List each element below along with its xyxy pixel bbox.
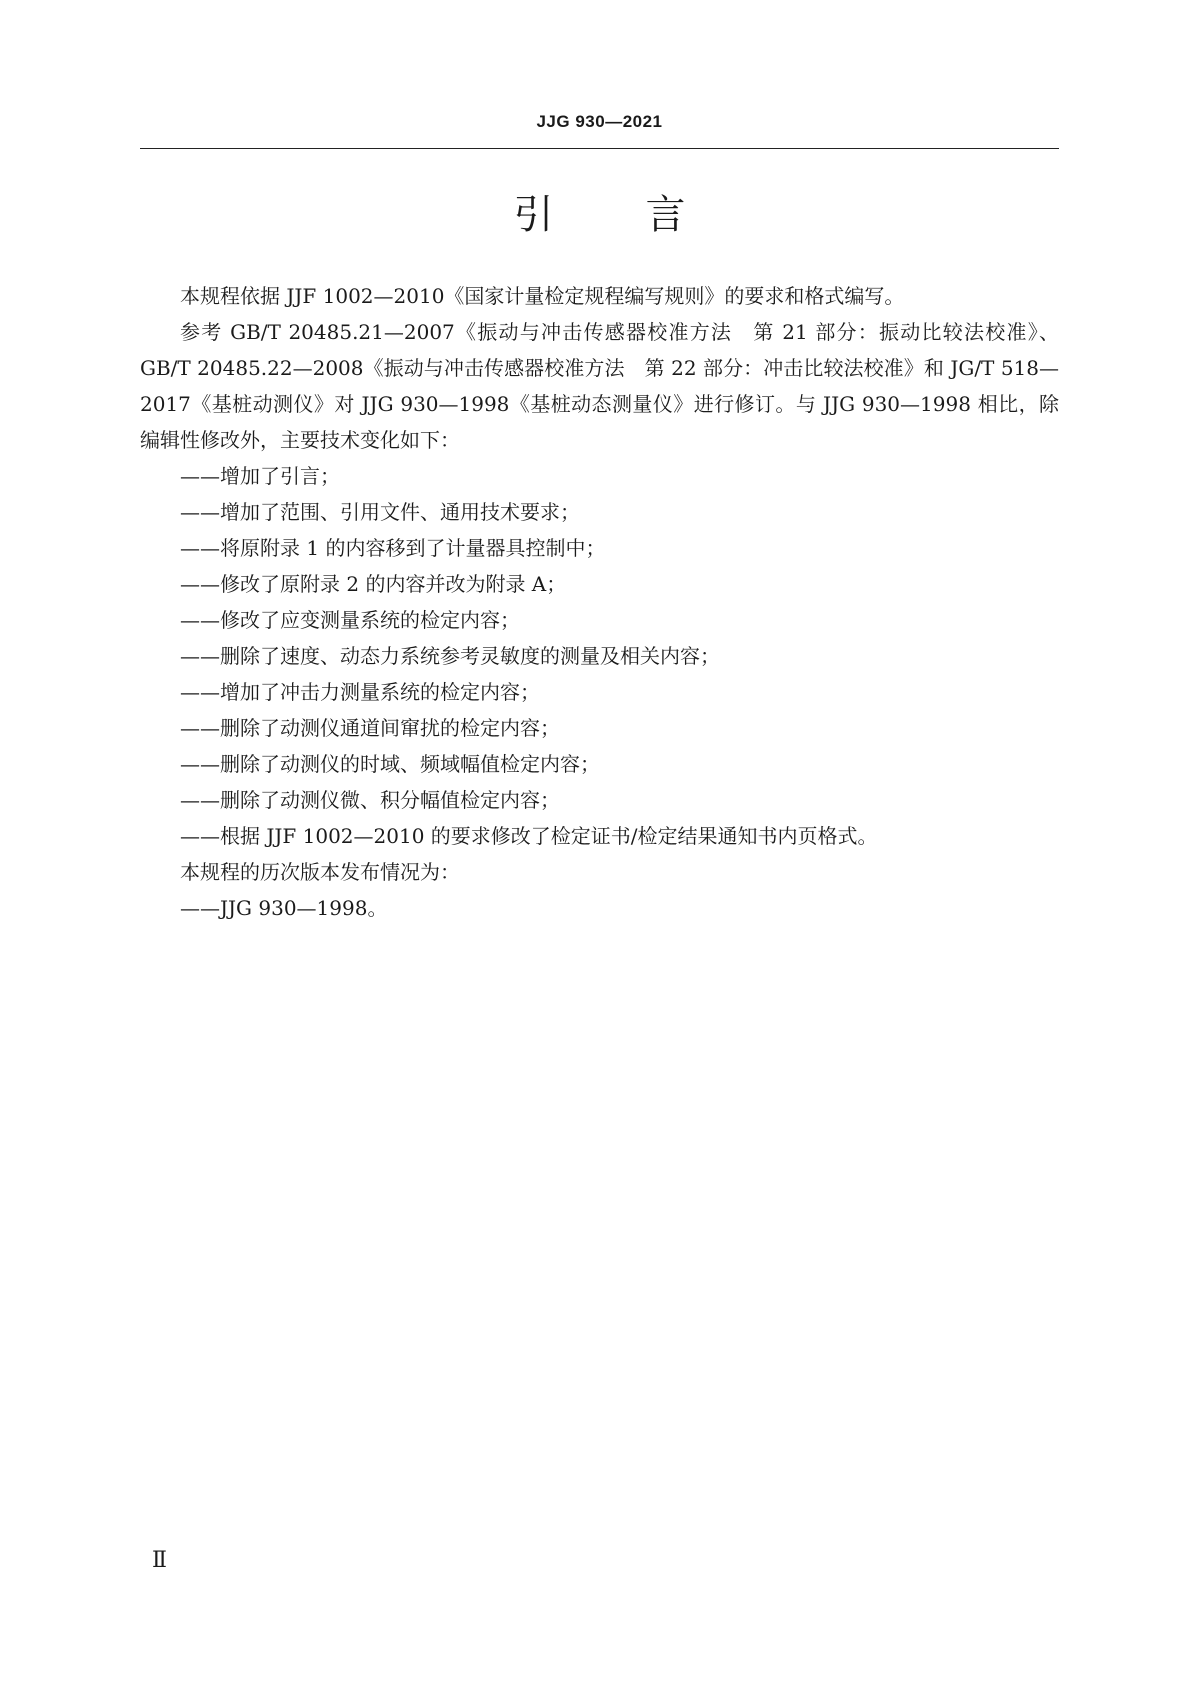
change-item: ——将原附录 1 的内容移到了计量器具控制中； bbox=[180, 536, 606, 560]
paragraph-history-intro: 本规程的历次版本发布情况为： bbox=[180, 860, 460, 884]
change-item: ——修改了应变测量系统的检定内容； bbox=[180, 608, 520, 632]
change-item: ——删除了动测仪微、积分幅值检定内容； bbox=[180, 788, 560, 812]
change-item: ——删除了动测仪的时域、频域幅值检定内容； bbox=[180, 752, 600, 776]
page-title-char-2: 言 bbox=[645, 192, 686, 238]
document-header-code: JJG 930—2021 bbox=[536, 112, 663, 131]
header-divider bbox=[140, 148, 1059, 149]
page-title bbox=[140, 190, 1059, 240]
change-item: ——增加了引言； bbox=[180, 464, 340, 488]
paragraph-references: 参考 GB/T 20485.21—2007《振动与冲击传感器校准方法 第 21 部分：振动比较法校准》、GB/T 20485.22—2008《振动与冲击传感器校准方法 第 22 部分：冲击比较法校准》和 JG/T 518—2017《基桩动测仪》对 JJG 930—1998《基桩动态测量仪》进行修订。与 JJG 930—1998 相比，除编辑性修改外，主要技术变化如下： bbox=[140, 320, 1059, 452]
change-item: ——删除了速度、动态力系统参考灵敏度的测量及相关内容； bbox=[180, 644, 720, 668]
change-item: ——增加了冲击力测量系统的检定内容； bbox=[180, 680, 540, 704]
document-body bbox=[140, 278, 1059, 926]
change-item: ——删除了动测仪通道间窜扰的检定内容； bbox=[180, 716, 560, 740]
change-item: ——根据 JJF 1002—2010 的要求修改了检定证书/检定结果通知书内页格式。 bbox=[180, 824, 878, 848]
history-item: ——JJG 930—1998。 bbox=[180, 896, 388, 920]
change-item: ——增加了范围、引用文件、通用技术要求； bbox=[180, 500, 580, 524]
page-title-char-1: 引 bbox=[513, 192, 554, 238]
change-item: ——修改了原附录 2 的内容并改为附录 A； bbox=[180, 572, 567, 596]
paragraph-basis: 本规程依据 JJF 1002—2010《国家计量检定规程编写规则》的要求和格式编写。 bbox=[180, 284, 905, 308]
page-number: Ⅱ bbox=[152, 1548, 167, 1573]
